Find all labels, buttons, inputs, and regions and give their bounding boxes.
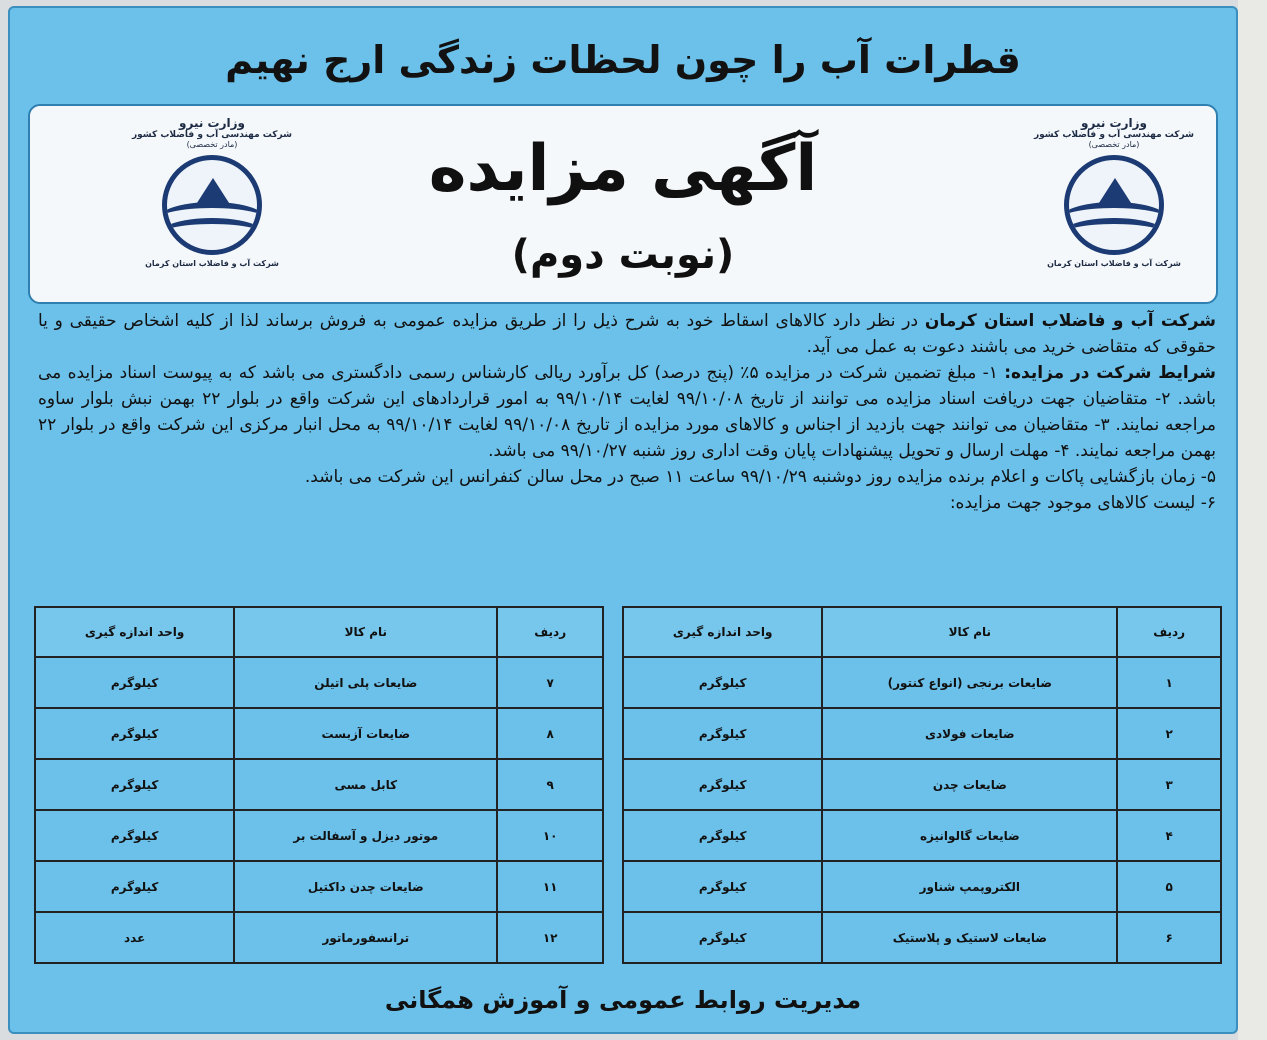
table-header-row xyxy=(35,607,603,657)
row-number: ۱۱ xyxy=(497,861,603,912)
table-row xyxy=(623,912,1221,963)
ministry-label: وزارت نیرو xyxy=(1081,116,1147,130)
header-item-name: نام کالا xyxy=(234,607,497,657)
row-number: ۱۰ xyxy=(497,810,603,861)
header-banner xyxy=(28,104,1218,304)
row-number: ۷ xyxy=(497,657,603,708)
header-item-name: نام کالا xyxy=(822,607,1117,657)
row-number: ۹ xyxy=(497,759,603,810)
provincial-company-label: شرکت آب و فاضلاب استان کرمان xyxy=(145,259,279,268)
company-name: شرکت آب و فاضلاب استان کرمان xyxy=(924,311,1217,331)
footer-signature: مدیریت روابط عمومی و آموزش همگانی xyxy=(384,986,862,1014)
item-unit: کیلوگرم xyxy=(35,861,234,912)
conditions-text: ۱- مبلغ تضمین شرکت در مزایده ۵٪ (پنج درصد) کل برآورد ریالی کارشناس رسمی دادگستری می باشد که به پیوست اسناد مزایده می باشد. ۲- متقاضیان جهت دریافت اسناد مزایده می توانند از تاریخ ۹۹/۱۰/۰۸ لغایت ۹۹/۱۰/۱۴ به امور قراردادهای این شرکت واقع در بلوار ۲۲ بهمن نبش بلوار ساوه مراجعه نمایند. ۳- متقاضیان می توانند جهت بازدید از اجناس و کالاهای مورد مزایده از تاریخ ۹۹/۱۰/۰۸ لغایت ۹۹/۱۰/۱۴ به محل انبار مرکزی این شرکت واقع در بلوار ۲۲ بهمن مراجعه نمایند. ۴- مهلت ارسال و تحویل پیشنهادات پایان وقت اداری روز شنبه ۹۹/۱۰/۲۷ می باشد. xyxy=(38,363,1216,461)
item-name: ضایعات چدن داکتیل xyxy=(234,861,497,912)
item-name: ضایعات آزبست xyxy=(234,708,497,759)
row-number: ۲ xyxy=(1117,708,1221,759)
company-label: شرکت مهندسی آب و فاضلاب کشور xyxy=(1033,130,1194,140)
company-note: (مادر تخصصی) xyxy=(186,140,238,149)
item-unit: کیلوگرم xyxy=(623,759,822,810)
item-unit: کیلوگرم xyxy=(623,708,822,759)
item-unit: عدد xyxy=(35,912,234,963)
company-note: (مادر تخصصی) xyxy=(1088,140,1140,149)
table-row xyxy=(623,759,1221,810)
intro-paragraph xyxy=(38,308,1216,360)
header-unit: واحد اندازه گیری xyxy=(623,607,822,657)
table-row xyxy=(35,708,603,759)
provincial-company-label: شرکت آب و فاضلاب استان کرمان xyxy=(1047,259,1181,268)
item-name: کابل مسی xyxy=(234,759,497,810)
item-name: ضایعات پلی اتیلن xyxy=(234,657,497,708)
table-row xyxy=(623,861,1221,912)
table-row xyxy=(35,657,603,708)
slogan: قطرات آب را چون لحظات زندگی ارج نهیم xyxy=(225,38,1021,82)
item-unit: کیلوگرم xyxy=(623,657,822,708)
table-row xyxy=(35,759,603,810)
item-name: ضایعات فولادی xyxy=(822,708,1117,759)
item-name: الکتروپمپ شناور xyxy=(822,861,1117,912)
item-name: ضایعات لاستیک و پلاستیک xyxy=(822,912,1117,963)
items-table-right xyxy=(622,606,1222,964)
condition-item-6: ۶- لیست کالاهای موجود جهت مزایده: xyxy=(949,493,1216,513)
item-name: ترانسفورماتور xyxy=(234,912,497,963)
conditions-paragraph xyxy=(38,360,1216,464)
header-row-number: ردیف xyxy=(1117,607,1221,657)
item-unit: کیلوگرم xyxy=(35,759,234,810)
condition-item-5: ۵- زمان بازگشایی پاکات و اعلام برنده مزایده روز دوشنبه ۹۹/۱۰/۲۹ ساعت ۱۱ صبح در محل سالن کنفرانس این شرکت می باشد. xyxy=(304,467,1216,487)
company-logo-left xyxy=(122,116,302,286)
headline: آگهی مزایده xyxy=(428,132,818,206)
header-row-number: ردیف xyxy=(497,607,603,657)
row-number: ۶ xyxy=(1117,912,1221,963)
table-row xyxy=(35,912,603,963)
item-unit: کیلوگرم xyxy=(35,708,234,759)
table-row xyxy=(623,708,1221,759)
announcement-body xyxy=(38,308,1216,516)
item-unit: کیلوگرم xyxy=(35,657,234,708)
item-unit: کیلوگرم xyxy=(623,861,822,912)
water-drop-logo-icon xyxy=(162,155,262,255)
item-unit: کیلوگرم xyxy=(623,810,822,861)
row-number: ۵ xyxy=(1117,861,1221,912)
row-number: ۳ xyxy=(1117,759,1221,810)
item-unit: کیلوگرم xyxy=(35,810,234,861)
item-name: ضایعات برنجی (انواع کنتور) xyxy=(822,657,1117,708)
items-table-left xyxy=(34,606,604,964)
row-number: ۴ xyxy=(1117,810,1221,861)
company-label: شرکت مهندسی آب و فاضلاب کشور xyxy=(131,130,292,140)
advertisement-page xyxy=(8,6,1238,1034)
item-unit: کیلوگرم xyxy=(623,912,822,963)
header-unit: واحد اندازه گیری xyxy=(35,607,234,657)
item-name: ضایعات چدن xyxy=(822,759,1117,810)
row-number: ۱۲ xyxy=(497,912,603,963)
page-margin-strip xyxy=(1238,0,1267,1040)
table-row xyxy=(623,657,1221,708)
conditions-title: شرایط شرکت در مزایده: xyxy=(1004,363,1216,383)
row-number: ۱ xyxy=(1117,657,1221,708)
item-name: ضایعات گالوانیزه xyxy=(822,810,1117,861)
table-row xyxy=(623,810,1221,861)
item-name: موتور دیزل و آسفالت بر xyxy=(234,810,497,861)
row-number: ۸ xyxy=(497,708,603,759)
table-header-row xyxy=(623,607,1221,657)
table-row xyxy=(35,861,603,912)
ministry-label: وزارت نیرو xyxy=(179,116,245,130)
subheadline: (نوبت دوم) xyxy=(511,232,735,278)
table-row xyxy=(35,810,603,861)
intro-text: در نظر دارد کالاهای اسقاط خود به شرح ذیل را از طریق مزایده عمومی به فروش برساند لذا از کلیه اشخاص حقیقی و یا حقوقی که متقاضی خرید می باشند دعوت به عمل می آید. xyxy=(38,311,1216,357)
